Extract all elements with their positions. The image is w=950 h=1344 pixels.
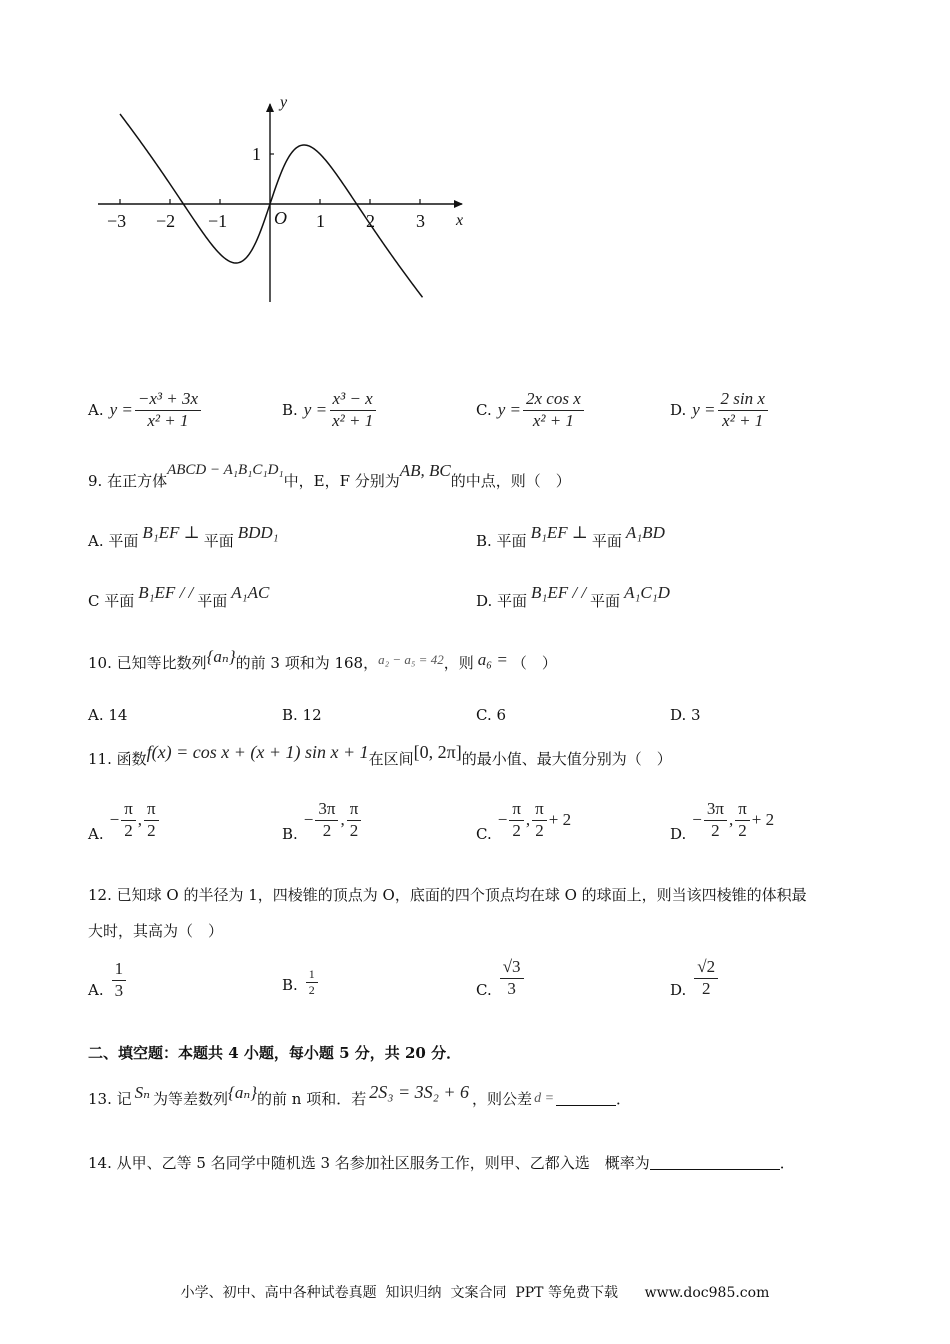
q9-segments: AB, BC bbox=[399, 460, 451, 480]
frac-num: π bbox=[735, 800, 750, 821]
option-label: C. bbox=[476, 825, 492, 844]
formula-numerator: −x³ + 3x bbox=[135, 390, 201, 411]
frac-num: 1 bbox=[306, 968, 318, 983]
frac-num: 1 bbox=[112, 960, 127, 981]
q11-interval: [0, 2π] bbox=[413, 742, 462, 762]
q8-option-b[interactable] bbox=[282, 390, 378, 430]
q10-prefix: 10. 已知等比数列 bbox=[88, 654, 207, 672]
q10-option-c[interactable]: C. 6 bbox=[476, 706, 507, 724]
q8-option-a[interactable] bbox=[88, 390, 203, 430]
q14-stem bbox=[88, 1152, 795, 1173]
option-word: 平面 bbox=[197, 592, 228, 610]
option-formula: A₁AC bbox=[231, 582, 270, 602]
q11-option-d[interactable]: D. − $\frac{3\pi}{2}$ , $\frac{\pi}{2}$ + 2 bbox=[670, 799, 775, 844]
q10-condition: a₂ − a₅ = 42 bbox=[378, 651, 444, 667]
x-axis-label: x bbox=[456, 212, 464, 229]
frac-den: 2 bbox=[512, 820, 521, 840]
frac-den: 2 bbox=[308, 983, 315, 998]
q13-sn: Sₙ bbox=[134, 1082, 151, 1102]
option-formula: B₁EF / / bbox=[531, 582, 587, 602]
q13-mid2: 的前 n 项和．若 bbox=[257, 1090, 367, 1108]
sign: − bbox=[303, 810, 314, 830]
x-tick-label: −1 bbox=[208, 211, 228, 231]
page-footer: 小学、初中、高中各种试卷真题 知识归纳 文案合同 PPT 等免费下载 www.doc985.com bbox=[180, 1285, 770, 1301]
frac-num: π bbox=[121, 800, 136, 821]
q9-option-d[interactable] bbox=[476, 582, 670, 611]
frac-num: √2 bbox=[694, 958, 718, 979]
option-word: 平面 bbox=[590, 592, 621, 610]
sign: − bbox=[109, 810, 120, 830]
q13-suffix: ． bbox=[616, 1090, 632, 1108]
function-graph bbox=[90, 90, 480, 315]
y-axis-label: y bbox=[280, 94, 288, 111]
frac-num: √3 bbox=[500, 958, 524, 979]
option-label: B. bbox=[282, 975, 298, 994]
q13-target: d = bbox=[534, 1090, 555, 1106]
q13-prefix: 13. 记 bbox=[88, 1090, 132, 1108]
q12-option-b[interactable] bbox=[282, 968, 320, 997]
q13-sequence: {aₙ} bbox=[228, 1082, 258, 1102]
frac-den: 2 bbox=[711, 820, 720, 840]
q8-option-c[interactable] bbox=[476, 390, 586, 430]
sign: − bbox=[497, 810, 508, 830]
formula-denominator: x² + 1 bbox=[722, 410, 764, 430]
x-tick-label: 2 bbox=[366, 211, 375, 231]
option-label: B. bbox=[282, 825, 298, 844]
origin-label: O bbox=[274, 208, 287, 228]
option-label: C 平面 bbox=[88, 592, 135, 610]
q10-stem bbox=[88, 646, 557, 673]
option-label: C. bbox=[476, 401, 492, 420]
q10-option-d[interactable]: D. 3 bbox=[670, 706, 701, 724]
q9-option-c[interactable] bbox=[88, 582, 270, 611]
q11-suffix: 的最小值、最大值分别为（ ） bbox=[461, 750, 672, 768]
formula-denominator: x² + 1 bbox=[532, 410, 574, 430]
q13-stem bbox=[88, 1082, 632, 1109]
frac-den: 2 bbox=[535, 820, 544, 840]
q10-mid2: ，则 bbox=[443, 654, 474, 672]
q11-option-b[interactable]: B. − $\frac{3\pi}{2}$ , $\frac{\pi}{2}$ bbox=[282, 800, 363, 840]
formula-numerator: 2 sin x bbox=[718, 390, 768, 411]
q9-prefix: 9. 在正方体 bbox=[88, 472, 168, 490]
formula-denominator: x² + 1 bbox=[147, 410, 189, 430]
q11-option-a[interactable]: A. − $\frac{\pi}{2}$ , $\frac{\pi}{2}$ bbox=[88, 800, 161, 840]
option-formula: A₁BD bbox=[625, 522, 665, 542]
option-formula: B₁EF ⊥ bbox=[142, 522, 200, 542]
x-tick-label: 1 bbox=[316, 211, 325, 231]
frac-den: 3 bbox=[507, 978, 516, 998]
x-tick-label: −2 bbox=[156, 211, 176, 231]
formula-lhs: y = bbox=[692, 400, 716, 420]
frac-num: π bbox=[347, 800, 362, 821]
formula-numerator: 2x cos x bbox=[523, 390, 584, 411]
q13-condition: 2S₃ = 3S₂ + 6 bbox=[369, 1082, 470, 1102]
frac-num: π bbox=[144, 800, 159, 821]
q11-stem bbox=[88, 742, 672, 769]
option-label: D. bbox=[670, 825, 687, 844]
option-formula: BDD₁ bbox=[237, 522, 279, 542]
q10-option-b[interactable]: B. 12 bbox=[282, 706, 322, 724]
formula-numerator: x³ − x bbox=[330, 390, 376, 411]
sign: − bbox=[692, 810, 702, 830]
option-label: D. 平面 bbox=[476, 592, 528, 610]
q10-target: a₆ = bbox=[477, 649, 508, 669]
formula-denominator: x² + 1 bbox=[332, 410, 374, 430]
option-label: B. 平面 bbox=[476, 532, 527, 550]
option-formula: B₁EF ⊥ bbox=[530, 522, 588, 542]
q13-mid3: ，则公差 bbox=[472, 1090, 533, 1108]
q8-option-d[interactable] bbox=[670, 390, 770, 430]
q11-function: f(x) = cos x + (x + 1) sin x + 1 bbox=[146, 742, 369, 762]
q9-mid: 中，E，F 分别为 bbox=[283, 472, 400, 490]
q13-answer-blank[interactable] bbox=[556, 1091, 616, 1106]
q11-option-c[interactable]: C. − $\frac{\pi}{2}$ , $\frac{\pi}{2}$ + 2 bbox=[476, 799, 572, 844]
q9-stem bbox=[88, 460, 571, 491]
q12-stem-line2: 大时，其高为（ ） bbox=[88, 922, 224, 940]
option-label: D. bbox=[670, 981, 687, 1000]
q12-option-c[interactable] bbox=[476, 958, 526, 998]
frac-num: 3π bbox=[315, 800, 338, 821]
q11-mid: 在区间 bbox=[368, 750, 414, 768]
option-formula: A₁C₁D bbox=[624, 582, 670, 602]
frac-den: 2 bbox=[322, 820, 332, 840]
option-label: C. bbox=[476, 981, 492, 1000]
y-tick-label: 1 bbox=[252, 144, 261, 164]
q9-option-a[interactable] bbox=[88, 522, 279, 551]
formula-lhs: y = bbox=[497, 400, 521, 420]
formula-lhs: y = bbox=[303, 400, 328, 420]
q9-option-b[interactable] bbox=[476, 522, 665, 551]
frac-den: 2 bbox=[124, 820, 133, 840]
q11-prefix: 11. 函数 bbox=[88, 750, 147, 768]
q8-options bbox=[88, 384, 888, 430]
option-word: 平面 bbox=[203, 532, 234, 550]
tail: + 2 bbox=[548, 810, 572, 830]
q12-stem-line1: 12. 已知球 O 的半径为 1，四棱锥的顶点为 O，底面的四个顶点均在球 O 的球面上，则当该四棱锥的体积最 bbox=[88, 886, 807, 904]
tail: + 2 bbox=[751, 810, 775, 830]
option-label: A. 平面 bbox=[88, 532, 139, 550]
frac-den: 3 bbox=[114, 980, 124, 1000]
option-label: A. bbox=[88, 981, 104, 1000]
section-heading: 二、填空题：本题共 4 小题，每小题 5 分，共 20 分． bbox=[88, 1044, 462, 1062]
formula-lhs: y = bbox=[109, 400, 133, 420]
frac-num: π bbox=[532, 800, 547, 821]
function-curve bbox=[120, 114, 423, 297]
frac-den: 2 bbox=[701, 978, 711, 998]
x-tick-label: 3 bbox=[416, 211, 425, 231]
q9-solid: ABCD − A₁B₁C₁D₁ bbox=[167, 462, 284, 478]
frac-den: 2 bbox=[147, 820, 156, 840]
q13-mid: 为等差数列 bbox=[153, 1090, 229, 1108]
option-label: D. bbox=[670, 401, 687, 420]
option-label: A. bbox=[88, 825, 104, 844]
option-formula: B₁EF / / bbox=[138, 582, 194, 602]
q14-suffix: ． bbox=[779, 1154, 795, 1172]
frac-den: 2 bbox=[349, 820, 359, 840]
frac-num: π bbox=[509, 800, 524, 821]
frac-den: 2 bbox=[738, 820, 747, 840]
q9-suffix: 的中点，则（ ） bbox=[450, 472, 571, 490]
option-label: A. bbox=[88, 401, 104, 420]
q10-option-a[interactable]: A. 14 bbox=[88, 706, 128, 724]
q10-mid: 的前 3 项和为 168， bbox=[235, 654, 379, 672]
frac-num: 3π bbox=[704, 800, 727, 821]
x-tick-label: −3 bbox=[107, 211, 127, 231]
q14-text: 14. 从甲、乙等 5 名同学中随机选 3 名参加社区服务工作，则甲、乙都入选 概率为 bbox=[88, 1154, 650, 1172]
option-label: B. bbox=[282, 401, 298, 420]
q10-sequence: {aₙ} bbox=[206, 646, 236, 666]
q10-suffix: （ ） bbox=[511, 654, 557, 672]
q12-option-d[interactable] bbox=[670, 958, 720, 998]
q14-answer-blank[interactable] bbox=[650, 1155, 780, 1170]
q12-option-a[interactable] bbox=[88, 960, 128, 1000]
option-word: 平面 bbox=[591, 532, 622, 550]
